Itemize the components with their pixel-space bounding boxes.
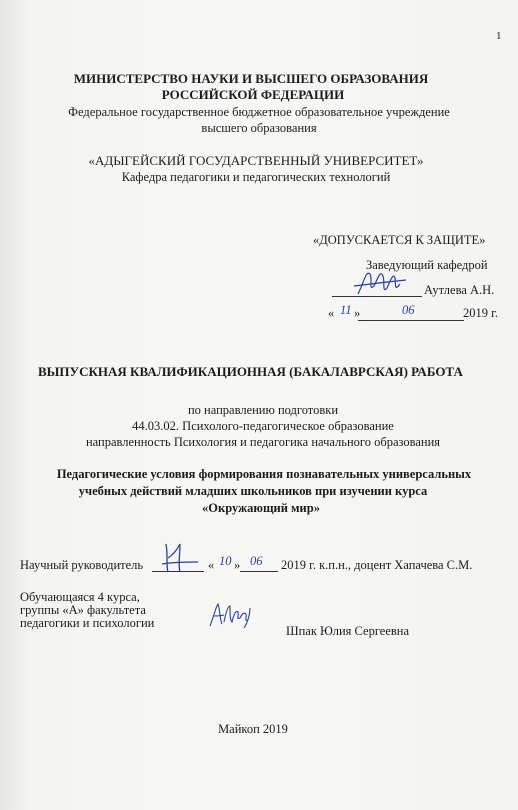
ministry-line1: МИНИСТЕРСТВО НАУКИ И ВЫСШЕГО ОБРАЗОВАНИЯ [73, 71, 429, 86]
supervisor-date-line [240, 571, 278, 572]
supervisor-date-day: 10 [219, 554, 232, 568]
approval-date-day: 11 [340, 303, 352, 317]
student-line1: Обучающаяся 4 курса, [20, 590, 140, 604]
ministry-line2: РОССИЙСКОЙ ФЕДЕРАЦИИ [161, 87, 345, 102]
institution-line2: высшего образования [201, 121, 317, 135]
thesis-title-line1: Педагогические условия формирования познавательных универсальных [56, 467, 472, 481]
student-signature [206, 600, 256, 630]
head-of-department-signature [350, 264, 410, 304]
department-name: Кафедра педагогики и педагогических технологий [121, 170, 391, 184]
approval-date-year: 2019 г. [463, 306, 498, 320]
direction-label: по направлению подготовки [187, 403, 339, 417]
approval-title: «ДОПУСКАЕТСЯ К ЗАЩИТЕ» [313, 233, 486, 247]
profile: направленность Психология и педагогика начального образования [85, 435, 441, 449]
university-name: «АДЫГЕЙСКИЙ ГОСУДАРСТВЕННЫЙ УНИВЕРСИТЕТ» [88, 153, 424, 168]
approval-date-line [358, 320, 464, 321]
supervisor-date-close: » [234, 558, 241, 572]
thesis-title-line2: учебных действий младших школьников при изучении курса [78, 484, 428, 498]
approval-date-month: 06 [402, 303, 415, 317]
approval-name: Аутлева А.Н. [424, 283, 495, 297]
page-number: 1 [496, 30, 502, 42]
approval-date-open: « [328, 306, 335, 320]
supervisor-signature [158, 540, 202, 576]
supervisor-date-month: 06 [250, 554, 263, 568]
supervisor-details: 2019 г. к.п.н., доцент Хапачева С.М. [281, 558, 473, 572]
supervisor-date-open: « [208, 558, 215, 572]
direction-code: 44.03.02. Психолого-педагогическое образование [132, 419, 394, 433]
student-line2: группы «А» факультета [20, 603, 146, 617]
city-year: Майкоп 2019 [218, 722, 288, 736]
institution-line1: Федеральное государственное бюджетное образовательное учреждение [68, 105, 450, 119]
work-type: ВЫПУСКНАЯ КВАЛИФИКАЦИОННАЯ (БАКАЛАВРСКАЯ) РАБОТА [38, 364, 463, 379]
student-name: Шпак Юлия Сергеевна [286, 624, 410, 638]
student-line3: педагогики и психологии [20, 616, 155, 630]
supervisor-label: Научный руководитель [20, 558, 144, 572]
approval-role: Заведующий кафедрой [366, 258, 488, 272]
approval-date-close: » [354, 306, 361, 320]
thesis-title-line3: «Окружающий мир» [202, 501, 320, 515]
